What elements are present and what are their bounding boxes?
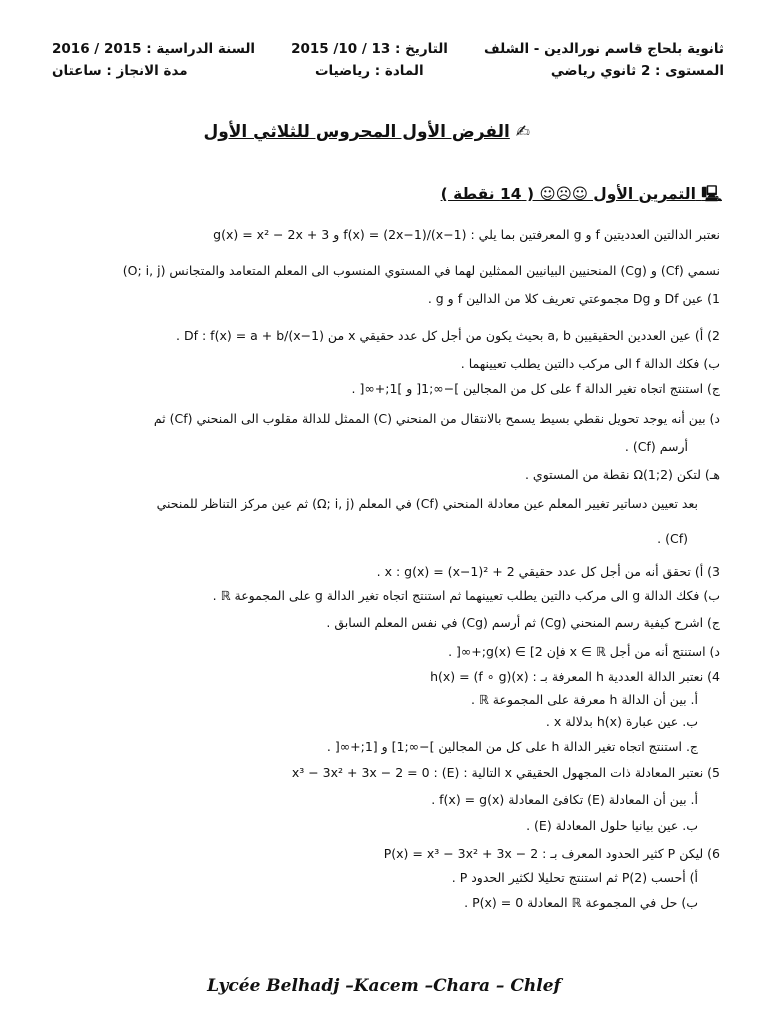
exercise-line: د) استنتج أنه من أجل x ∈ ℝ فإن g(x) ∈ [2;+∞[ . — [448, 644, 720, 659]
exercise-line: (Cf) . — [657, 531, 688, 546]
header-row-1 — [52, 38, 724, 60]
level: المستوى : 2 ثانوي رياضي — [550, 63, 724, 79]
subject: المادة : رياضيات — [314, 63, 424, 79]
exercise-line: ب) فكك الدالة g الى مركب دالتين يطلب تعيينهما ثم استنتج اتجاه تغير الدالة g على المجموعة ℝ . — [212, 588, 720, 603]
exercise-line: 1) عين Df و Dg مجموعتي تعريف كلا من الدالين f و g . — [427, 291, 720, 306]
exercise-line: أرسم (Cf) . — [624, 439, 688, 454]
school-name: ثانوية بلحاج قاسم نورالدين - الشلف — [484, 41, 724, 57]
header-row-2 — [52, 60, 724, 82]
exercise-line: هـ) لتكن Ω(1;2) نقطة من المستوي . — [524, 467, 720, 482]
exercise-line: 2) أ) عين العددين الحقيقيين a, b بحيث يكون من أجل كل عدد حقيقي x من Df : f(x) = a + b/(x−1) . — [176, 328, 720, 343]
exercise-line: نعتبر الدالتين العدديتين f و g المعرفتين بما يلي : f(x) = (2x−1)/(x−1) و g(x) = x² − 2x + 3 — [213, 227, 720, 242]
exercise-line: أ. بين أن المعادلة (E) تكافئ المعادلة f(x) = g(x) . — [431, 792, 698, 807]
computer-icon: 🖳 — [701, 185, 722, 203]
exam-date: التاريخ : 13 / 10/ 2015 — [291, 41, 448, 57]
exercise-line: 6) ليكن P كثير الحدود المعرف بـ : P(x) = x³ − 3x² + 3x − 2 — [383, 846, 720, 861]
header — [52, 38, 724, 82]
duration: مدة الانجاز : ساعتان — [52, 63, 188, 79]
school-year: السنة الدراسية : 2015 / 2016 — [52, 41, 256, 57]
exam-title — [203, 122, 530, 142]
exercise-title-text: التمرين الأول ☺☹☺ ( 14 نقطة ) — [440, 185, 696, 203]
exercise-line: ب) حل في المجموعة ℝ المعادلة P(x) = 0 . — [464, 895, 698, 910]
exercise-title — [441, 182, 722, 209]
exercise-line: ب. عين بيانيا حلول المعادلة (E) . — [526, 818, 698, 833]
exercise-line: ب. عين عبارة h(x) بدلالة x . — [545, 714, 698, 729]
exercise-line: 5) نعتبر المعادلة ذات المجهول الحقيقي x التالية : (E) : x³ − 3x² + 3x − 2 = 0 — [291, 765, 720, 780]
footer: Lycée Belhadj –Kacem –Chara – Chlef — [207, 976, 561, 996]
exercise-line: أ) أحسب P(2) ثم استنتج تحليلا لكثير الحدود P . — [451, 870, 698, 885]
exercise-line: ج) استنتج اتجاه تغير الدالة f على كل من المجالين ]−∞;1[ و ]1;+∞[ . — [351, 381, 720, 396]
exercise-line: ب) فكك الدالة f الى مركب دالتين يطلب تعيينهما . — [460, 356, 720, 371]
exam-title-text: الفرض الأول المحروس للثلاثي الأول — [203, 122, 510, 142]
exercise-line: بعد تعيين دساتير تغيير المعلم عين معادلة المنحني (Cf) في المعلم (Ω; i, j) ثم عين مركز التناظر للمنحني — [156, 496, 698, 511]
exercise-line: نسمي (Cf) و (Cg) المنحنيين البيانيين الممثلين لهما في المستوي المنسوب الى المعلم المتعامد والمتجانس (O; i, j) — [122, 263, 720, 278]
exercise-line: ج. استنتج اتجاه تغير الدالة h على كل من المجالين ]−∞;1] و [1;+∞[ . — [326, 739, 698, 754]
exercise-line: د) بين أنه يوجد تحويل نقطي بسيط يسمح بالانتقال من المنحني (C) الممثل للدالة مقلوب الى المنحني (Cf) ثم — [153, 411, 720, 426]
exercise-line: ج) اشرح كيفية رسم المنحني (Cg) ثم أرسم (Cg) في نفس المعلم السابق . — [326, 615, 720, 630]
pencil-icon: ✍ — [515, 122, 530, 142]
exercise-line: 4) نعتبر الدالة العددية h المعرفة بـ : h(x) = (f ∘ g)(x) — [430, 669, 720, 684]
exercise-line: 3) أ) تحقق أنه من أجل كل عدد حقيقي x : g(x) = (x−1)² + 2 . — [376, 564, 720, 579]
exercise-line: أ. بين أن الدالة h معرفة على المجموعة ℝ . — [470, 692, 698, 707]
